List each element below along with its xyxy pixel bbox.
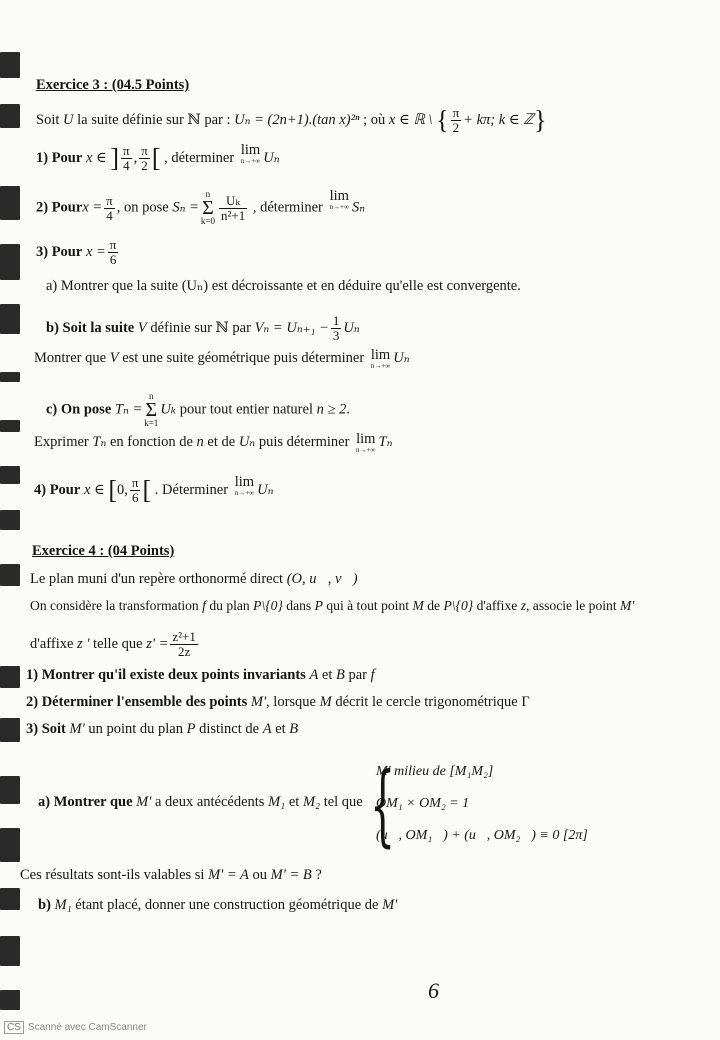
system-row-2: OM₁ × OM₂ = 1 <box>376 796 470 811</box>
ex3-question-3: 3) Pour x = $\frac{\pi}{6}$ <box>36 237 117 267</box>
system-row-3: (u⃗, OM₁⃗) + (u⃗, OM₂⃗) ≡ 0 [2π] <box>376 828 588 843</box>
ex3-question-3a: a) Montrer que la suite (Uₙ) est décroissante et en déduire qu'elle est convergente. <box>46 278 521 294</box>
ex4-question-3b: b) M₁ étant placé, donner une construction géométrique de M' <box>38 897 398 913</box>
ex4-statement-line-2: On considère la transformation f du plan P\{0} dans P qui à tout point M de P\{0} d'affixe z, associe le point M' <box>30 598 635 613</box>
ex4-question-3a: a) Montrer que M' a deux antécédents M₁ et M₂ tel que <box>38 794 363 810</box>
system-row-1: M' milieu de [M₁M₂] <box>376 764 494 779</box>
conditions-system <box>370 753 588 858</box>
scanner-watermark: CS Scanné avec CamScanner <box>4 1021 147 1034</box>
ex3-question-4: 4) Pour x ∈ [0, $\frac{\pi}{6}$ [ . Déterminer lim n→+∞ Uₙ <box>34 474 274 505</box>
camscanner-logo: CS <box>4 1021 24 1034</box>
ex4-question-3a-continued: Ces résultats sont-ils valables si M' = A ou M' = B ? <box>20 867 322 883</box>
ex3-question-3c: c) On pose Tₙ =n Σ k=1Uₖ pour tout entier naturel n ≥ 2. <box>46 391 350 428</box>
ex4-statement-line-3: d'affixe z ' telle que z' = $\frac{\text{z²+1}}{2z}$ <box>30 629 196 659</box>
ex3-intro: Soit U la suite définie sur ℕ par : Uₙ = (2n+1).(tan x)²ⁿ ; où x ∈ ℝ \ { $\frac{\pi}{2}$ + kπ; k ∈ ℤ} <box>36 105 547 135</box>
exercise-4-title: Exercice 4 : (04 Points) <box>32 543 175 559</box>
exercise-3-title: Exercice 3 : (04.5 Points) <box>36 77 190 93</box>
ex4-question-3: 3) Soit M' un point du plan P distinct de A et B <box>26 721 299 737</box>
page-number: 6 <box>428 978 439 1003</box>
ex4-question-1: 1) Montrer qu'il existe deux points invariants A et B par f <box>26 667 375 683</box>
ex3-question-2: 2) Pourx = $\frac{\pi}{4}$ , on pose Sₙ =n Σ k=0 $\frac{\text{Uₖ}}{\text{n²+1}}$ , déterminer lim n→+∞ Sₙ <box>36 188 366 226</box>
ex3-question-3b: b) Soit la suite V définie sur ℕ par Vₙ = Uₙ₊₁ − $\frac{1}{3}$ Uₙ <box>46 313 360 343</box>
ex3-question-1: 1) Pour x ∈ ] $\frac{\pi}{4}$ , $\frac{\pi}{2}$ [ , déterminer lim n→+∞ Uₙ <box>36 142 280 173</box>
ex4-question-2: 2) Déterminer l'ensemble des points M', lorsque M décrit le cercle trigonométrique Γ <box>26 694 530 710</box>
ex4-statement-line-1: Le plan muni d'un repère orthonormé direct (O, u⃗, v⃗) <box>30 571 358 587</box>
system-brace: { <box>370 753 396 856</box>
ex3-question-3c-continued: Exprimer Tₙ en fonction de n et de Uₙ puis déterminer lim n→+∞ Tₙ <box>34 431 393 454</box>
ex3-question-3b-continued: Montrer que V est une suite géométrique puis déterminer lim n→+∞ Uₙ <box>34 347 410 370</box>
